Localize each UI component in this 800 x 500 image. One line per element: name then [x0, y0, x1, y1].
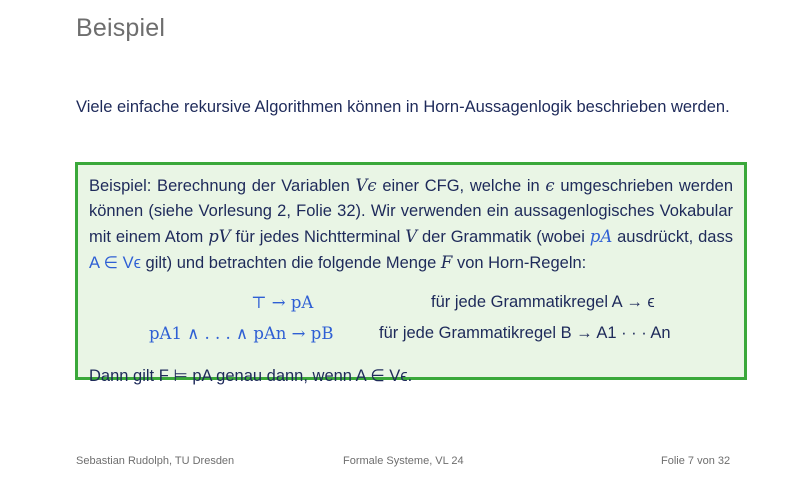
- slide-title: Beispiel: [76, 14, 166, 42]
- footer-course: Formale Systeme, VL 24: [343, 455, 464, 467]
- example-text-3: umgeschrieben werden können (siehe Vorlesung 2, Folie 32). Wir verwenden ein aussagenlogisches Vokabular mit einem Atom: [89, 177, 733, 246]
- footer-page-number: Folie 7 von 32: [661, 455, 731, 467]
- footer-author: Sebastian Rudolph, TU Dresden: [76, 455, 235, 467]
- math-v: V: [405, 227, 418, 246]
- example-text-4: für jedes Nichtterminal: [230, 228, 406, 246]
- rule-2-rhs: für jede Grammatikregel B → A1 · · · An: [379, 324, 671, 342]
- example-text-6: ausdrückt, dass: [612, 228, 733, 246]
- math-p-v: pV: [208, 227, 231, 246]
- rule-1-lhs: ⊤ → pA: [251, 293, 314, 312]
- example-text-7: gilt) und betrachten die folgende Menge: [140, 254, 441, 272]
- math-a-in-veps: A ∈ Vϵ: [89, 254, 141, 272]
- example-box: [75, 162, 747, 385]
- math-f: F: [440, 253, 453, 272]
- conclusion: Dann gilt F ⊨ pA genau dann, wenn A ∈ Vϵ.: [89, 367, 413, 385]
- math-eps: ϵ: [545, 176, 555, 195]
- math-p-a: pA: [589, 227, 613, 246]
- rule-2-lhs: pA1 ∧ . . . ∧ pAn → pB: [149, 324, 334, 343]
- rule-1-rhs: für jede Grammatikregel A → ϵ: [431, 293, 655, 311]
- example-text-5: der Grammatik (wobei: [417, 228, 590, 246]
- math-v-eps: Vϵ: [355, 176, 377, 195]
- example-text-8: von Horn-Regeln:: [452, 254, 587, 272]
- horn-rules: [89, 290, 733, 352]
- example-text-2: einer CFG, welche in: [376, 177, 546, 195]
- example-text-1: Beispiel: Berechnung der Variablen: [89, 177, 356, 195]
- intro-text: Viele einfache rekursive Algorithmen können in Horn-Aussagenlogik beschrieben werden.: [76, 98, 730, 116]
- example-paragraph: [89, 173, 733, 276]
